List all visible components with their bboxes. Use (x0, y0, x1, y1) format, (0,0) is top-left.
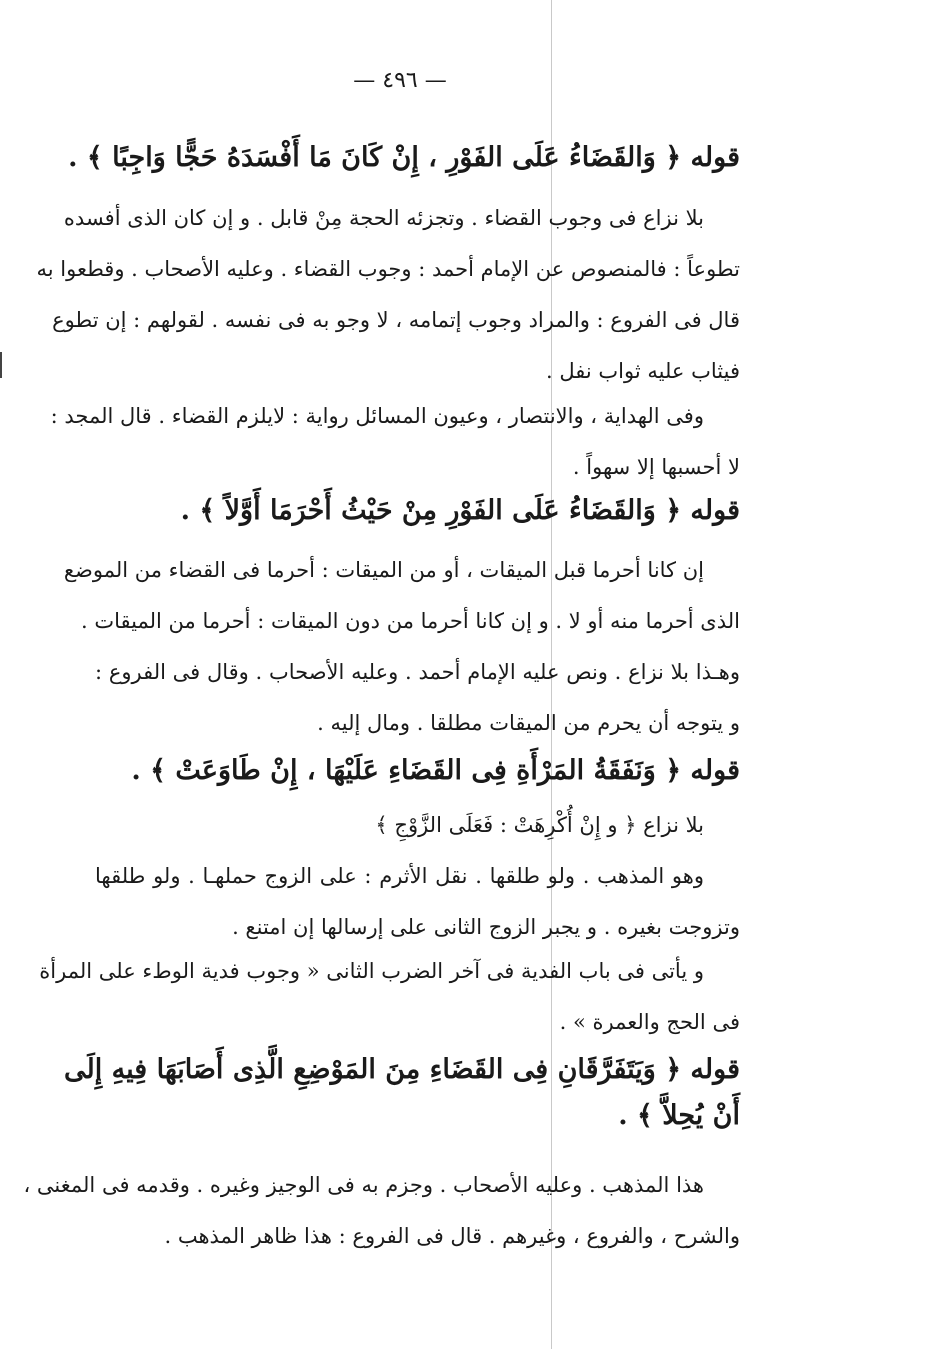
text-line: تطوعاً : فالمنصوص عن الإمام أحمد : وجوب القضاء . وعليه الأصحاب . وقطعوا به (36, 257, 740, 281)
text-line: هذا المذهب . وعليه الأصحاب . وجزم به فى الوجيز وغيره . وقدمه فى المغنى ، (23, 1173, 704, 1197)
heading-line: قوله ﴿ وَيَتَفَرَّقَانِ فِى القَضَاءِ مِنَ المَوْضِعِ الَّذِى أَصَابَهَا فِيهِ إِلَى (64, 1054, 740, 1085)
section-3-paragraph-3 (39, 946, 740, 1048)
section-2-paragraph-1 (63, 545, 740, 749)
section-1-paragraph-2 (50, 391, 740, 493)
text-line: فى الحج والعمرة » . (559, 1010, 740, 1034)
section-3-paragraph-2 (95, 851, 740, 953)
section-1-paragraph-1 (36, 193, 740, 397)
text-line: بلا نزاع ﴿ و إِنْ أُكْرِهَتْ : فَعَلَى الزَّوْجِ ﴾ (375, 813, 704, 837)
text-line: وهـذا بلا نزاع . ونص عليه الإمام أحمد . وعليه الأصحاب . وقال فى الفروع : (95, 660, 740, 684)
section-4-paragraph-1 (23, 1160, 740, 1262)
text-line: وفى الهداية ، والانتصار ، وعيون المسائل رواية : لايلزم القضاء . قال المجد : (50, 404, 704, 428)
text-line: و يتوجه أن يحرم من الميقات مطلقا . ومال إليه . (317, 711, 740, 735)
text-line: بلا نزاع فى وجوب القضاء . وتجزئه الحجة مِنْ قابل . و إن كان الذى أفسده (63, 206, 704, 230)
text-line: وهو المذهب . ولو طلقها . نقل الأثرم : على الزوج حملهـا . ولو طلقها (95, 864, 704, 888)
section-1-heading (68, 135, 740, 181)
heading-line: أَنْ يُحِلاَّ ﴾ . (618, 1100, 740, 1131)
page-number: — ٤٩٦ — (353, 68, 447, 93)
text-line: لا أحسبها إلا سهواً . (572, 455, 740, 479)
text-line: قال فى الفروع : والمراد وجوب إتمامه ، لا وجو به فى نفسه . لقولهم : إن تطوع (52, 308, 740, 332)
heading-line: قوله ﴿ وَنَفَقَةُ المَرْأَةِ فِى القَضَاءِ عَلَيْهَا ، إِنْ طَاوَعَتْ ﴾ . (131, 755, 740, 786)
section-2-heading (95, 488, 740, 534)
section-3-heading (95, 748, 740, 794)
heading-line: قوله ﴿ وَالقَضَاءُ عَلَى الفَوْرِ ، إِنْ كَانَ مَا أَفْسَدَهُ حَجًّا وَاجِبًا ﴾ . (68, 142, 740, 173)
text-line: الذى أحرما منه أو لا . و إن كانا أحرما من دون الميقات : أحرما من الميقات . (81, 609, 740, 633)
text-line: وتزوجت بغيره . و يجبر الزوج الثانى على إرسالها إن امتنع . (232, 915, 740, 939)
scan-edge-mark (0, 352, 2, 378)
text-line: والشرح ، والفروع ، وغيرهم . قال فى الفروع : هذا ظاهر المذهب . (164, 1224, 740, 1248)
text-line: و يأتى فى باب الفدية فى آخر الضرب الثانى « وجوب فدية الوطء على المرأة (39, 959, 704, 983)
text-line: فيثاب عليه ثواب نفل . (545, 359, 740, 383)
text-line: إن كانا أحرما قبل الميقات ، أو من الميقات : أحرما فى القضاء من الموضع (63, 558, 704, 582)
section-3-paragraph-1 (95, 800, 740, 851)
heading-line: قوله ﴿ وَالقَضَاءُ عَلَى الفَوْرِ مِنْ حَيْثُ أَحْرَمَا أَوَّلاً ﴾ . (180, 495, 740, 526)
section-4-heading (64, 1047, 740, 1139)
